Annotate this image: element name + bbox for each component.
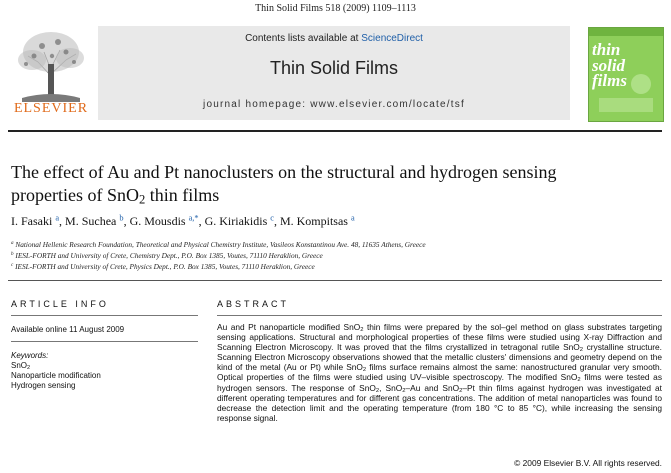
author-affil-sup[interactable]: c	[270, 213, 274, 223]
author-name[interactable]: M. Suchea	[65, 214, 117, 228]
author-list: I. Fasaki $^a$, M. Suchea $^b$, G. Mousdis $^{a,*}$, G. Kiriakidis $^c$, M. Kompitsas $^a$	[11, 213, 355, 228]
keyword-subscript: 2	[27, 365, 31, 372]
subscript: 2	[402, 387, 406, 394]
author-name[interactable]: I. Fasaki	[11, 214, 53, 228]
abstract-divider	[217, 315, 662, 316]
keyword-item	[11, 361, 30, 370]
header-divider	[8, 130, 662, 132]
subscript: 2	[360, 327, 364, 334]
abstract-text-part: Au and Pt nanoparticle modified SnO	[217, 322, 361, 332]
affiliation-b	[11, 251, 661, 260]
contents-prefix: Contents lists available at	[245, 33, 362, 44]
abstract-text-part: –Pt thin films against hydrogen was investigated at different operating temperatures and for different gas concentrations. The addition of metal nanoparticles was found to decrease the detection limit and the operating temperature (from 180 °C to 85 °C), while increasing the sensing response signal.	[217, 382, 662, 423]
affiliation-sup: c	[11, 262, 14, 269]
copyright-notice: © 2009 Elsevier B.V. All rights reserved.	[514, 458, 662, 468]
affiliation-divider	[8, 280, 662, 281]
subscript: 2	[375, 387, 380, 394]
keyword-item: Nanoparticle modification	[11, 371, 101, 380]
abstract-text-part: crystalline structure. Scanning Electron Microscopy observations showed that the metallic clusters' dimensions and geometry depend on the kind of the metal (Au or Pt) while SnO	[217, 342, 662, 373]
title-line-2-prefix: properties of SnO	[11, 185, 139, 205]
abstract-text-part: , SnO	[379, 382, 403, 393]
affiliation-text: IESL-FORTH and University of Crete, Physics Dept., P.O. Box 1385, Voutes, 71110 Heraklion, Greece	[15, 262, 315, 271]
affiliation-sup: b	[11, 251, 14, 258]
article-info-heading: ARTICLE INFO	[11, 299, 109, 309]
journal-homepage-link[interactable]: journal homepage: www.elsevier.com/locate/tsf	[203, 99, 465, 110]
author-name[interactable]: M. Kompitsas	[279, 214, 348, 228]
author-affil-sup[interactable]: a	[55, 213, 60, 223]
keyword-text: SnO	[11, 361, 28, 370]
abstract-text-part: thin films were prepared by the sol–gel method on glass substrates targeting sensing applications. Structural and morphological properties of these films were studied using X-ray Diffraction and Scanning Electron Microscopy. It was proved that the films crystallized in tetragonal rutile SnO	[217, 322, 662, 353]
affiliation-sup: a	[11, 240, 14, 247]
elsevier-wordmark: ELSEVIER	[13, 101, 89, 116]
author-affil-sup[interactable]: a,*	[188, 213, 199, 223]
affiliation-c	[11, 262, 661, 271]
abstract-heading: ABSTRACT	[217, 299, 290, 309]
title-line-2	[11, 184, 661, 207]
author-affil-sup[interactable]: a	[350, 213, 355, 223]
cover-word-films: films	[592, 71, 627, 90]
subscript: 2	[362, 367, 367, 374]
journal-citation: Thin Solid Films 518 (2009) 1109–1113	[255, 3, 416, 14]
article-info-divider	[11, 315, 198, 316]
cover-word-solid: solid	[592, 56, 626, 75]
journal-title: Thin Solid Films	[269, 58, 399, 78]
contents-availability	[98, 33, 570, 44]
subscript: 2	[577, 377, 581, 384]
abstract-text-part: –Au and SnO	[405, 382, 460, 393]
title-line-2-suffix: thin films	[145, 185, 220, 205]
affiliation-a	[11, 240, 661, 249]
affiliation-text: National Hellenic Research Foundation, Theoretical and Physical Chemistry Institute, Vasileos Konstantinou Ave. 48, 11635 Athens, Greece	[15, 240, 426, 249]
abstract-text-part: films surface remains almost the same: nanostructured granular very smooth. Optical properties of the films were studied using UV–visible spectroscopy. The modified SnO	[217, 362, 662, 383]
title-subscript: 2	[138, 192, 146, 207]
subscript: 2	[459, 387, 463, 394]
keywords-title: Keywords:	[11, 351, 49, 360]
cover-word-thin: thin	[592, 40, 621, 59]
sciencedirect-link[interactable]: ScienceDirect	[361, 33, 423, 44]
subscript: 2	[579, 347, 584, 354]
author-name[interactable]: G. Mousdis	[129, 214, 186, 228]
abstract-text-part: films were tested as hydrogen sensors. The response of SnO	[217, 372, 662, 393]
title-line-1: The effect of Au and Pt nanoclusters on the structural and hydrogen sensing	[11, 162, 557, 182]
keyword-item: Hydrogen sensing	[11, 381, 76, 390]
author-name[interactable]: G. Kiriakidis	[204, 214, 268, 228]
abstract-body	[217, 322, 662, 423]
available-online-date: Available online 11 August 2009	[11, 325, 125, 334]
article-title	[11, 161, 661, 207]
author-affil-sup[interactable]: b	[119, 213, 124, 223]
keywords-divider	[11, 341, 198, 342]
affiliation-text: IESL-FORTH and University of Crete, Chemistry Dept., P.O. Box 1385, Voutes, 71110 Heraklion, Greece	[15, 251, 323, 260]
